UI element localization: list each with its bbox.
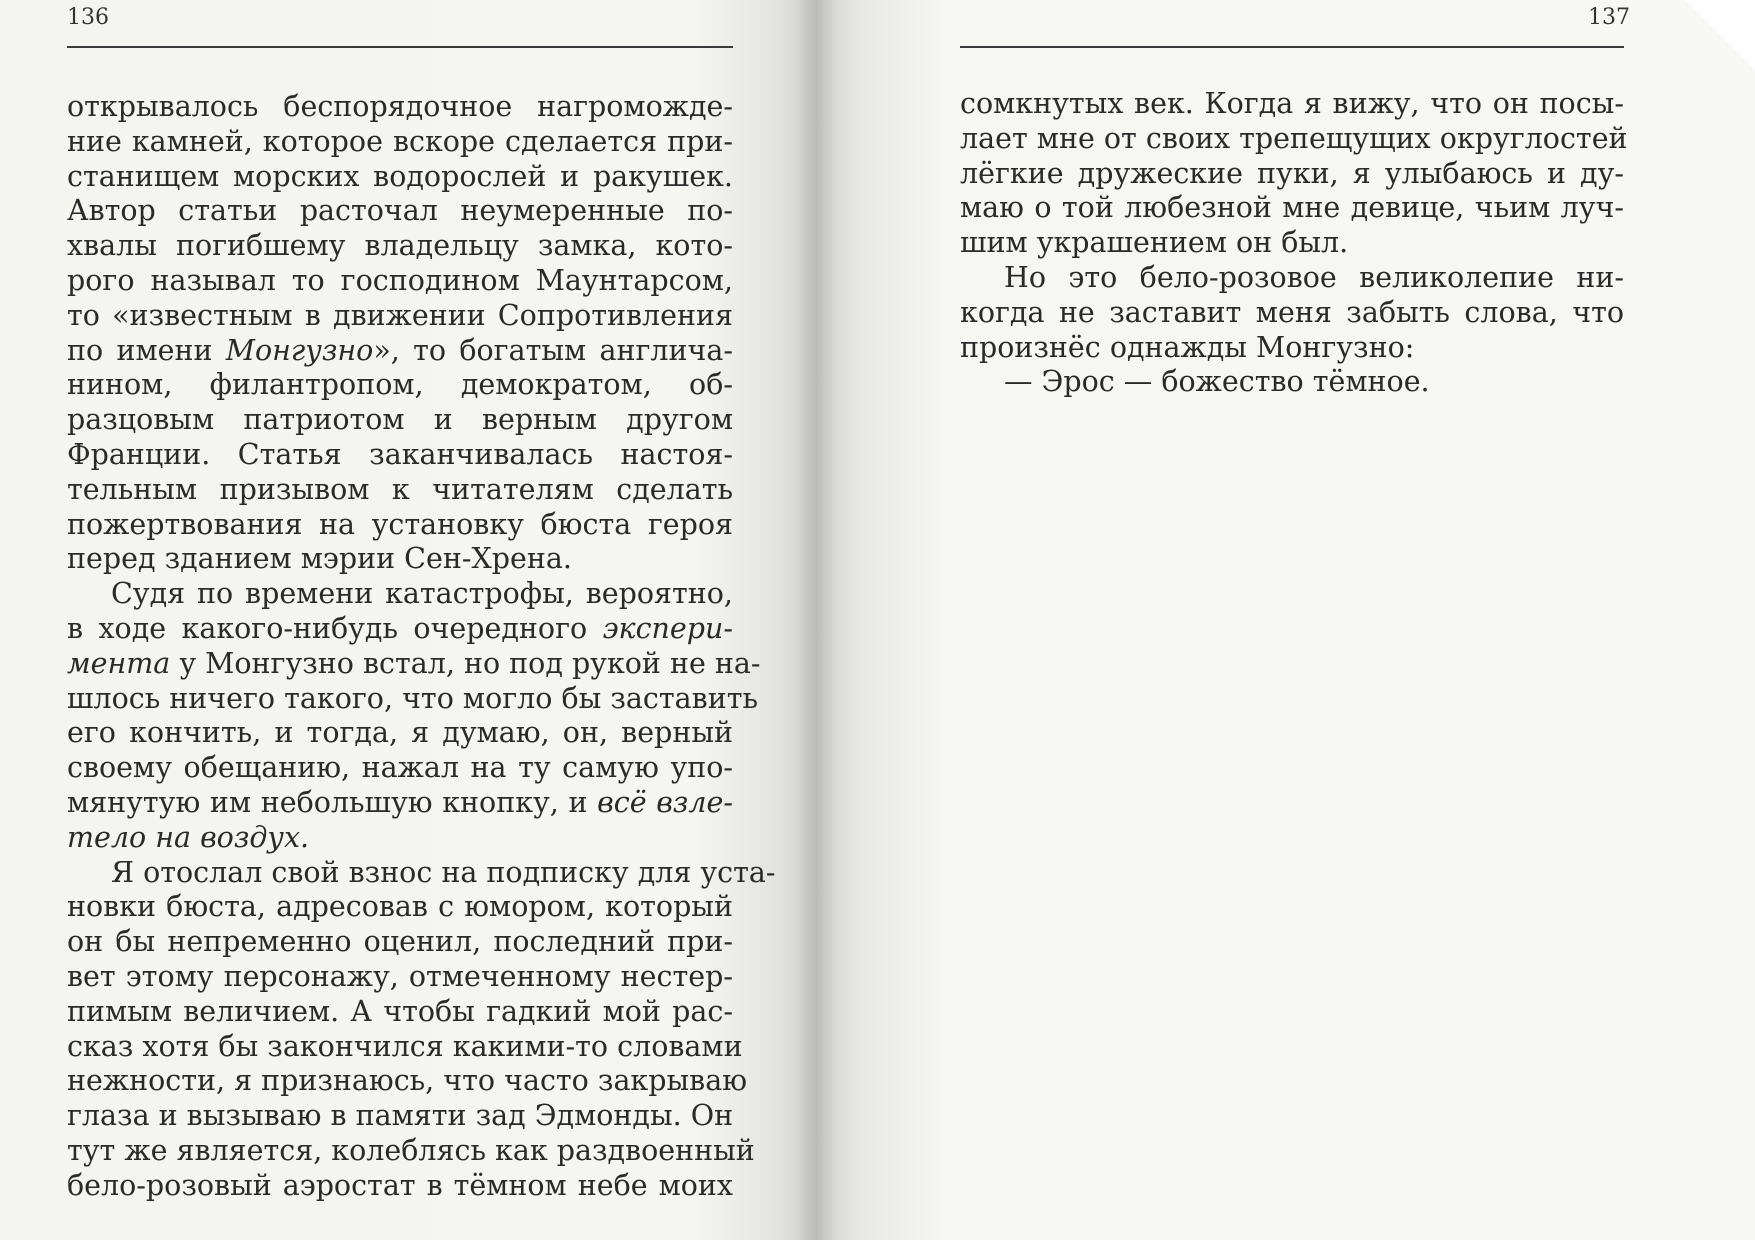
header-rule-left — [67, 46, 733, 48]
text-line: когда не заставит меня забыть слова, что — [960, 295, 1624, 329]
italic-run: Монгузно — [225, 333, 374, 367]
text-line: он бы непременно оценил, последний при- — [67, 925, 733, 959]
text-line: шим украшением он был. — [960, 226, 1349, 260]
text-line: ние камней, которое вскоре сделается при- — [67, 124, 733, 158]
text-run: у Монгузно встал, но под рукой не на- — [170, 646, 761, 680]
text-line: сомкнутых век. Когда я вижу, что он посы- — [960, 87, 1624, 120]
text-line: тут же является, колеблясь как раздвоенный — [67, 1133, 755, 1167]
page-number-right: 137 — [1588, 5, 1630, 30]
text-run: », то богатым англича- — [373, 333, 733, 367]
text-line: Судя по времени катастрофы, вероятно, — [111, 577, 733, 611]
header-rule-right — [960, 46, 1624, 48]
text-line: тело на воздух. — [67, 820, 310, 854]
text-line: новки бюста, адресовав с юмором, который — [67, 890, 733, 924]
text-line: нежности, я признаюсь, что часто закрываю — [67, 1064, 748, 1098]
text-run: мянутую им небольшую кнопку, и — [67, 785, 598, 819]
text-line: станищем морских водорослей и ракушек. — [67, 159, 733, 193]
text-line: Автор статьи расточал неумеренные по- — [67, 194, 733, 228]
text-line: своему обещанию, нажал на ту самую упо- — [67, 751, 733, 785]
text-line: то «известным в движении Сопротивления — [67, 298, 733, 332]
text-line: глаза и вызываю в памяти зад Эдмонды. Он — [67, 1099, 734, 1133]
text-line: Франции. Статья заканчивалась настоя- — [67, 437, 733, 471]
italic-run: всё взле- — [597, 785, 733, 819]
text-run: в ходе какого-нибудь очередного — [67, 611, 603, 645]
text-line: произнёс однажды Монгузно: — [960, 330, 1415, 364]
text-line: — Эрос — божество тёмное. — [1004, 365, 1430, 399]
text-line: его кончить, и тогда, я думаю, он, верный — [67, 716, 733, 750]
text-line: лает мне от своих трепещущих округлостей — [960, 121, 1628, 155]
text-line — [67, 612, 733, 647]
text-line — [67, 646, 761, 682]
text-line: пожертвования на установку бюста героя — [67, 507, 733, 541]
page-number-left: 136 — [67, 5, 109, 30]
text-line: лёгкие дружеские пуки, я улыбаюсь и ду- — [960, 156, 1624, 190]
text-line: разцовым патриотом и верным другом — [67, 403, 733, 437]
text-line — [67, 786, 733, 821]
text-line: вет этому персонажу, отмеченному нестер- — [67, 959, 733, 993]
text-line: пимым величием. А чтобы гадкий мой рас- — [67, 994, 733, 1028]
text-line: сказ хотя бы закончился какими-то словами — [67, 1029, 743, 1063]
text-line: бело-розовый аэростат в тёмном небе моих — [67, 1168, 733, 1202]
text-line: маю о той любезной мне девице, чьим луч- — [960, 191, 1624, 225]
text-line: тельным призывом к читателям сделать — [67, 472, 733, 506]
text-line: Я отослал свой взнос на подписку для уста- — [111, 855, 776, 889]
left-page-text — [67, 90, 776, 1204]
text-run: по имени — [67, 333, 226, 367]
text-line — [67, 334, 733, 369]
text-line: хвалы погибшему владельцу замка, кото- — [67, 229, 733, 263]
right-page-text — [960, 87, 1628, 400]
italic-run: мента — [67, 646, 171, 680]
text-line: открывалось беспорядочное нагроможде- — [67, 90, 733, 123]
text-line: шлось ничего такого, что могло бы заставить — [67, 681, 758, 715]
text-line: перед зданием мэрии Сен-Хрена. — [67, 542, 572, 576]
book-gutter-shadow — [795, 0, 837, 1240]
text-line: нином, филантропом, демократом, об- — [67, 368, 733, 402]
folded-corner — [1685, 0, 1755, 70]
text-line: Но это бело-розовое великолепие ни- — [1004, 260, 1624, 294]
italic-run: экспери- — [602, 611, 733, 645]
text-line: рого называл то господином Маунтарсом, — [67, 263, 733, 297]
